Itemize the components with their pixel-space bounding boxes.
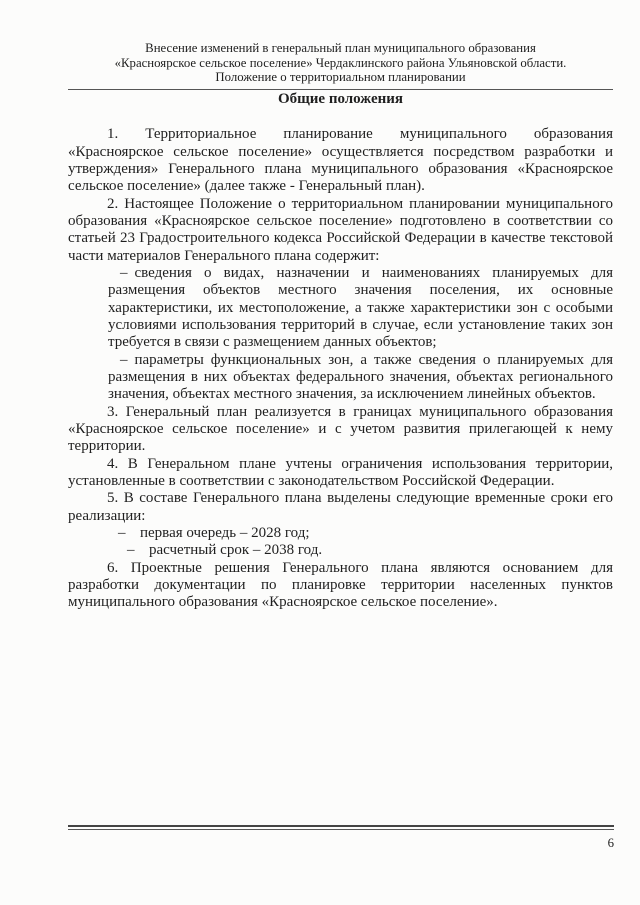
list-item-text: расчетный срок – 2038 год. [149, 542, 323, 559]
list-item [108, 352, 613, 404]
header-line-section: Положение о территориальном планировании [215, 70, 466, 84]
section-title: Общие положения [277, 91, 404, 107]
list-item [68, 525, 613, 542]
list-item-text: сведения о видах, назначении и наименованиях планируемых для размещения объектов местного значения поселения, их основные характеристики, их местоположение, а также характеристики зон с особыми условиями использования территорий в случае, если установление таких зон требуется в связи с размещением данных объектов; [108, 264, 613, 351]
paragraph-6: 6. Проектные решения Генерального плана являются основанием для разработки документации по планировке территории населенных пунктов муниципального образования «Красноярское сельское поселение». [68, 559, 613, 611]
list-marker: – [120, 351, 128, 368]
header-line-municipality: «Красноярское сельское поселение» Чердаклинского района Ульяновской области. [114, 55, 567, 70]
list-marker: – [118, 524, 126, 541]
paragraph-2: 2. Настоящее Положение о территориальном планировании муниципального образования «Красноярское сельское поселение» подготовлено в соответствии со статьей 23 Градостроительного кодекса Российской Федерации в качестве текстовой части материалов Генерального плана содержит: [68, 195, 613, 264]
page-header [68, 41, 613, 90]
footer-rule-thin [68, 829, 614, 830]
list-item [68, 542, 613, 559]
list-marker: – [120, 264, 128, 281]
document-body [68, 126, 613, 611]
paragraph-3: 3. Генеральный план реализуется в границах муниципального образования «Красноярское сельское поселение» и с учетом развития прилегающей к нему территории. [68, 403, 613, 455]
footer-rule-thick [68, 825, 614, 827]
header-line-document-title: Внесение изменений в генеральный план муниципального образования [145, 41, 536, 55]
page-number: 6 [607, 836, 614, 850]
paragraph-5: 5. В составе Генерального плана выделены следующие временные сроки его реализации: [68, 490, 613, 524]
paragraph-1: 1. Территориальное планирование муниципального образования «Красноярское сельское поселение» осуществляется посредством разработки и утверждения» Генерального плана муниципального образования «Красноярское сельское поселение» (далее также - Генеральный план). [68, 126, 613, 195]
list-marker: – [127, 542, 135, 559]
list-item-text: параметры функциональных зон, а также сведения о планируемых для размещения в них объектах федерального значения, объектах регионального значения, объектах местного значения, за исключением линейных объектов. [108, 351, 613, 403]
list-item-text: первая очередь – 2028 год; [140, 524, 310, 541]
paragraph-4: 4. В Генеральном плане учтены ограничения использования территории, установленные в соответствии с законодательством Российской Федерации. [68, 455, 613, 489]
list-item [108, 265, 613, 352]
